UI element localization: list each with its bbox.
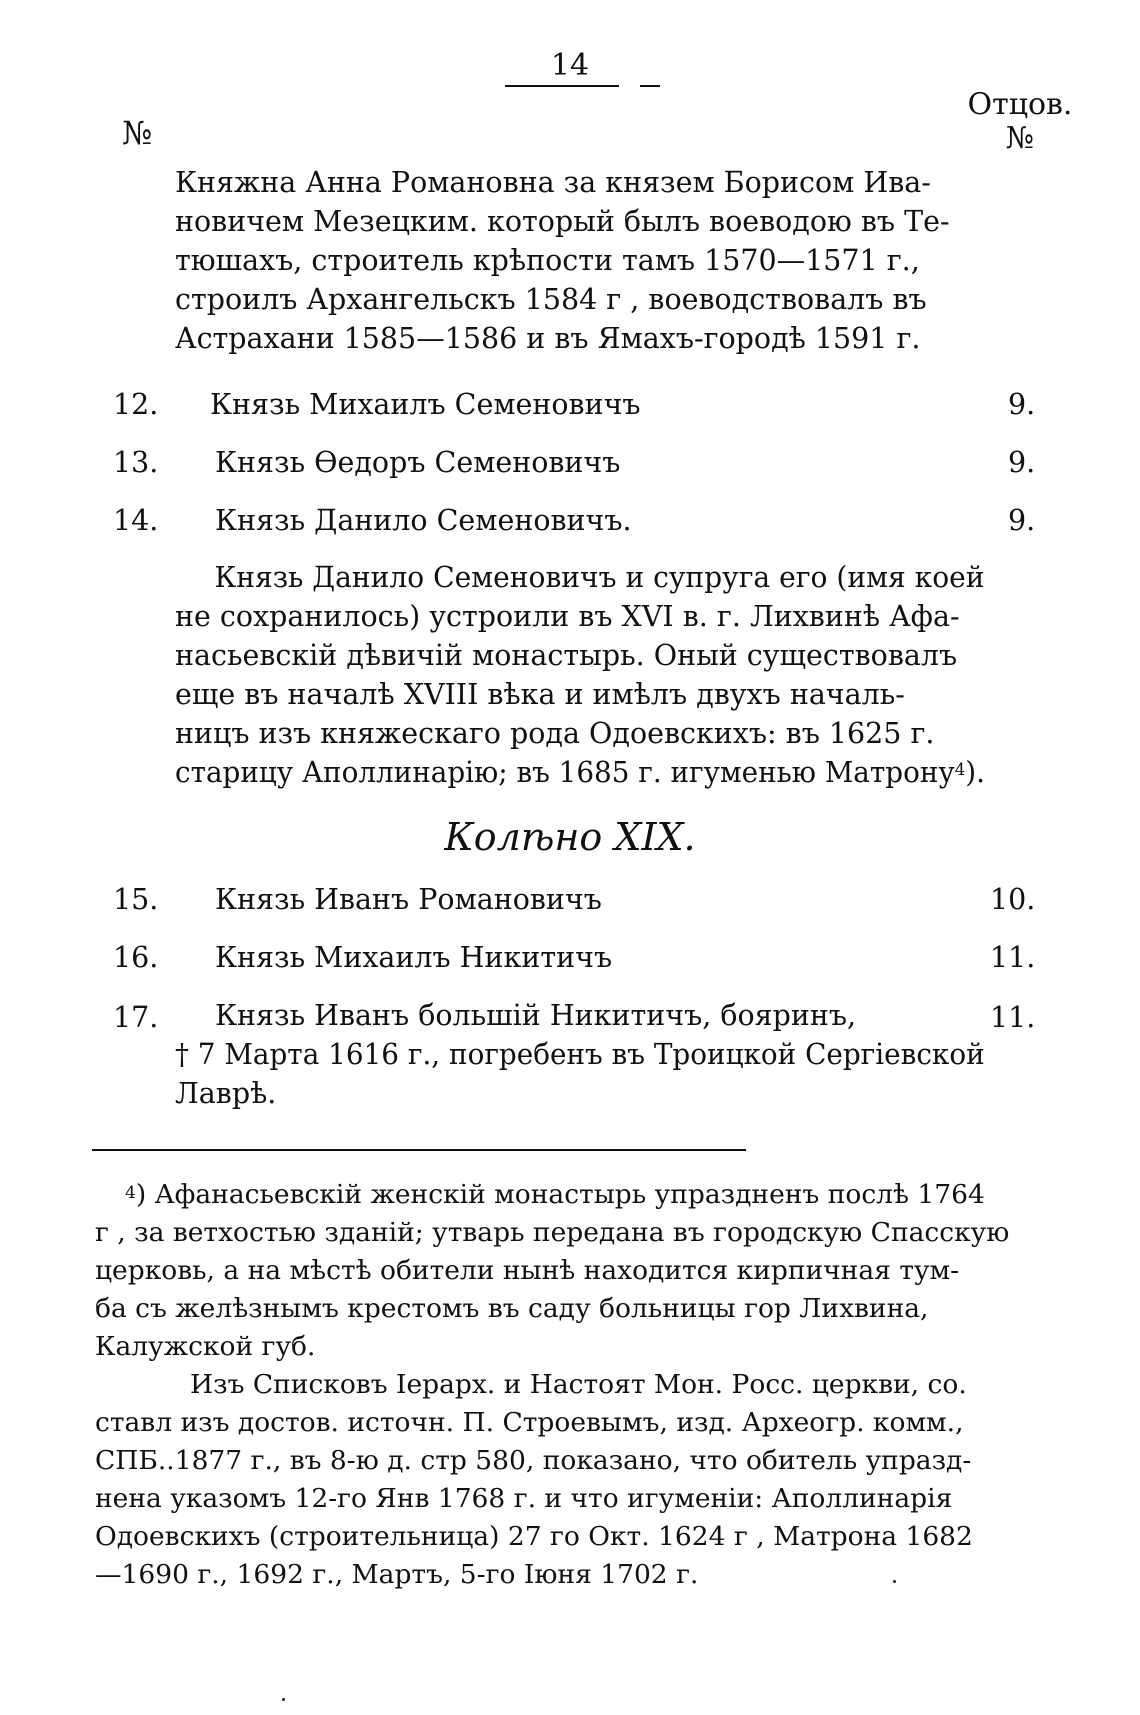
- text-line: новичем Мезецким. который былъ воеводою въ Те-: [175, 205, 950, 238]
- footnote-line: Калужской губ.: [95, 1331, 316, 1362]
- line-closing: ).: [965, 756, 985, 789]
- right-column-label-bottom: №: [1005, 121, 1035, 156]
- entry-number: 14.: [113, 504, 159, 537]
- entry-father-ref: 9.: [1008, 388, 1036, 421]
- text-line: насьевскій дѣвичій монастырь. Оный существовалъ: [175, 639, 958, 672]
- text-line: Лаврѣ.: [175, 1077, 277, 1110]
- footnote-line: г , за ветхостью зданій; утварь передана въ городскую Спасскую: [95, 1217, 1010, 1248]
- footnote-line: нена указомъ 12-го Янв 1768 г. и что игуменіи: Аполлинарія: [95, 1483, 953, 1514]
- header-rule: [505, 85, 619, 87]
- entry-17-text: [175, 996, 985, 1113]
- entry-number: 15.: [113, 883, 159, 916]
- header-rule-dash: [640, 85, 660, 87]
- text-line-body: старицу Аполлинарію; въ 1685 г. игуменью Матрону: [175, 756, 955, 789]
- entry-name: Князь Данило Семеновичъ.: [215, 504, 632, 537]
- footnote-line-body: ) Афанасьевскій женскій монастырь упраздненъ послѣ 1764: [135, 1179, 985, 1210]
- text-line: [175, 753, 985, 792]
- entry-name: Князь Ѳедоръ Семеновичъ: [215, 446, 621, 479]
- text-line: Княжна Анна Романовна за князем Борисом Ива-: [175, 166, 931, 199]
- footnote-mark: 4: [954, 760, 966, 780]
- footnote-line: [95, 1176, 1055, 1214]
- footnote-line: —1690 г., 1692 г., Мартъ, 5-го Іюня 1702 г.: [95, 1559, 699, 1590]
- section-title: Колѣно XIX.: [444, 815, 696, 859]
- print-speck: [893, 1580, 896, 1583]
- text-line: ницъ изъ княжескаго рода Одоевскихъ: въ 1625 г.: [175, 717, 935, 750]
- text-line: Князь Данило Семеновичъ и супруга его (имя коей: [214, 561, 985, 594]
- footnote-line: Изъ Списковъ Іерарх. и Настоят Мон. Росс. церкви, со.: [190, 1369, 967, 1400]
- footnote-line: ставл изъ достов. источн. П. Строевымъ, изд. Археогр. комм.,: [95, 1407, 964, 1438]
- text-line: не сохранилось) устроили въ XVI в. г. Лихвинѣ Афа-: [175, 600, 960, 633]
- entry-number: 16.: [113, 941, 159, 974]
- print-speck: [282, 1698, 285, 1701]
- entry-name: Князь Иванъ Романовичъ: [215, 883, 602, 916]
- footnote-line: церковь, а на мѣстѣ обители нынѣ находится кирпичная тум-: [95, 1255, 960, 1286]
- page-number: 14: [550, 48, 590, 83]
- footnote-line: ба съ желѣзнымъ крестомъ въ саду больницы гор Лихвина,: [95, 1293, 929, 1324]
- intro-paragraph: [175, 163, 985, 358]
- entry-number: 17.: [113, 1001, 159, 1034]
- entry-number: 13.: [113, 446, 159, 479]
- footnote: [95, 1176, 1055, 1594]
- entry-father-ref: 10.: [990, 883, 1036, 916]
- entry-name: Князь Михаилъ Никитичъ: [215, 941, 613, 974]
- left-column-label: №: [122, 114, 153, 152]
- entry-father-ref: 11.: [990, 941, 1036, 974]
- right-column-label-top: Отцов.: [967, 87, 1073, 122]
- right-column-label: [960, 88, 1080, 156]
- footnote-line: СПБ..1877 г., въ 8-ю д. стр 580, показано, что обитель упразд-: [95, 1445, 972, 1476]
- text-line: строилъ Архангельскъ 1584 г , воеводствовалъ въ: [175, 283, 927, 316]
- danilo-paragraph: [175, 558, 985, 792]
- text-line: еще въ началѣ XVIII вѣка и имѣлъ двухъ началь-: [175, 678, 905, 711]
- text-line: тюшахъ, строитель крѣпости тамъ 1570—1571 г.,: [175, 244, 920, 277]
- text-line: Князь Иванъ большій Никитичъ, бояринъ,: [215, 999, 857, 1032]
- entry-number: 12.: [113, 388, 159, 421]
- entry-name: Князь Михаилъ Семеновичъ: [210, 388, 641, 421]
- text-line: Астрахани 1585—1586 и въ Ямахъ-городѣ 1591 г.: [175, 322, 921, 355]
- entry-father-ref: 9.: [1008, 446, 1036, 479]
- footnote-mark: 4: [125, 1183, 136, 1203]
- footnote-line: Одоевскихъ (строительница) 27 го Окт. 1624 г , Матрона 1682: [95, 1521, 973, 1552]
- footnote-rule: [92, 1149, 746, 1151]
- text-line: † 7 Марта 1616 г., погребенъ въ Троицкой Сергіевской: [175, 1038, 985, 1071]
- entry-father-ref: 11.: [990, 1001, 1036, 1034]
- entry-father-ref: 9.: [1008, 504, 1036, 537]
